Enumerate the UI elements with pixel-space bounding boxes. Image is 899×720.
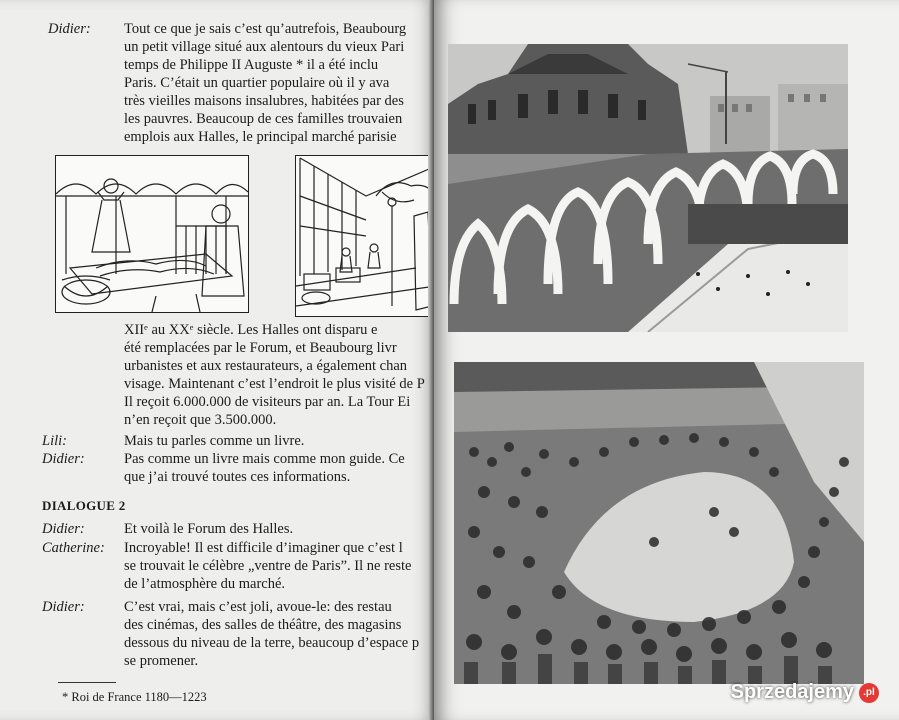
- watermark-text: Sprzedajemy: [730, 681, 854, 703]
- forum-crowd-photo: [454, 362, 864, 684]
- text-line: les pauvres. Beaucoup de ces familles trouvaien: [124, 111, 403, 127]
- text-line: Paris. C’était un quartier populaire où il y ava: [124, 75, 390, 91]
- text-line: très vieilles maisons insalubres, habitées par des: [124, 93, 404, 109]
- text-line: dessous du niveau de la terre, beaucoup d’espace p: [124, 635, 420, 651]
- watermark: [731, 681, 879, 704]
- text-line: urbanistes et aux restaurateurs, a également chan: [124, 358, 408, 374]
- speaker-lili: Lili:: [42, 433, 67, 449]
- text-line: emplois aux Halles, le principal marché parisie: [124, 129, 397, 145]
- right-page: [434, 0, 899, 720]
- text-line: Tout ce que je sais c’est qu’autrefois, Beaubourg: [124, 21, 407, 37]
- text-line: temps de Philippe II Auguste * il a été inclu: [124, 57, 379, 73]
- watermark-badge: .pl: [859, 683, 879, 703]
- arcade-illustration: [295, 155, 436, 317]
- text-line: de l’atmosphère du marché.: [124, 576, 286, 592]
- text-line: visage. Maintenant c’est l’endroit le plus visité de P: [124, 376, 425, 392]
- speaker-didier-3: Didier:: [42, 521, 85, 537]
- market-illustration: [55, 155, 249, 313]
- market-drawing: [56, 156, 248, 312]
- text-line: des cinémas, des salles de théâtre, des magasins: [124, 617, 402, 633]
- text-line: se promener.: [124, 653, 199, 669]
- text-line: Mais tu parles comme un livre.: [124, 433, 305, 449]
- dialogue-2-heading: DIALOGUE 2: [42, 498, 126, 513]
- speaker-catherine: Catherine:: [42, 540, 105, 556]
- text-line: n’en reçoit que 3.500.000.: [124, 412, 277, 428]
- forum-architecture-drawing: [448, 44, 848, 332]
- speaker-didier-4: Didier:: [42, 599, 85, 615]
- speaker-didier-1: Didier:: [48, 21, 91, 37]
- text-line: C’est vrai, mais c’est joli, avoue-le: des restau: [124, 599, 392, 615]
- footnote: * Roi de France 1180—1223: [62, 690, 207, 704]
- arcade-drawing: [296, 156, 436, 316]
- footnote-rule: [58, 682, 116, 683]
- forum-architecture-photo: [448, 44, 848, 332]
- left-page: [0, 0, 436, 720]
- speaker-didier-2: Didier:: [42, 451, 85, 467]
- text-line: Incroyable! Il est difficile d’imaginer que c’est l: [124, 540, 403, 556]
- text-line: Et voilà le Forum des Halles.: [124, 521, 294, 537]
- forum-crowd-drawing: [454, 362, 864, 684]
- text-line: se trouvait le célèbre „ventre de Paris”. Il ne reste: [124, 558, 412, 574]
- text-line: que j’ai trouvé toutes ces informations.: [124, 469, 351, 485]
- text-line: été remplacées par le Forum, et Beaubourg livr: [124, 340, 397, 356]
- text-line: Il reçoit 6.000.000 de visiteurs par an. La Tour Ei: [124, 394, 411, 410]
- text-line: Pas comme un livre mais comme mon guide. Ce: [124, 451, 405, 467]
- text-line: un petit village situé aux alentours du vieux Pari: [124, 39, 405, 55]
- text-line: XIIᵉ au XXᵉ siècle. Les Halles ont disparu e: [124, 322, 378, 338]
